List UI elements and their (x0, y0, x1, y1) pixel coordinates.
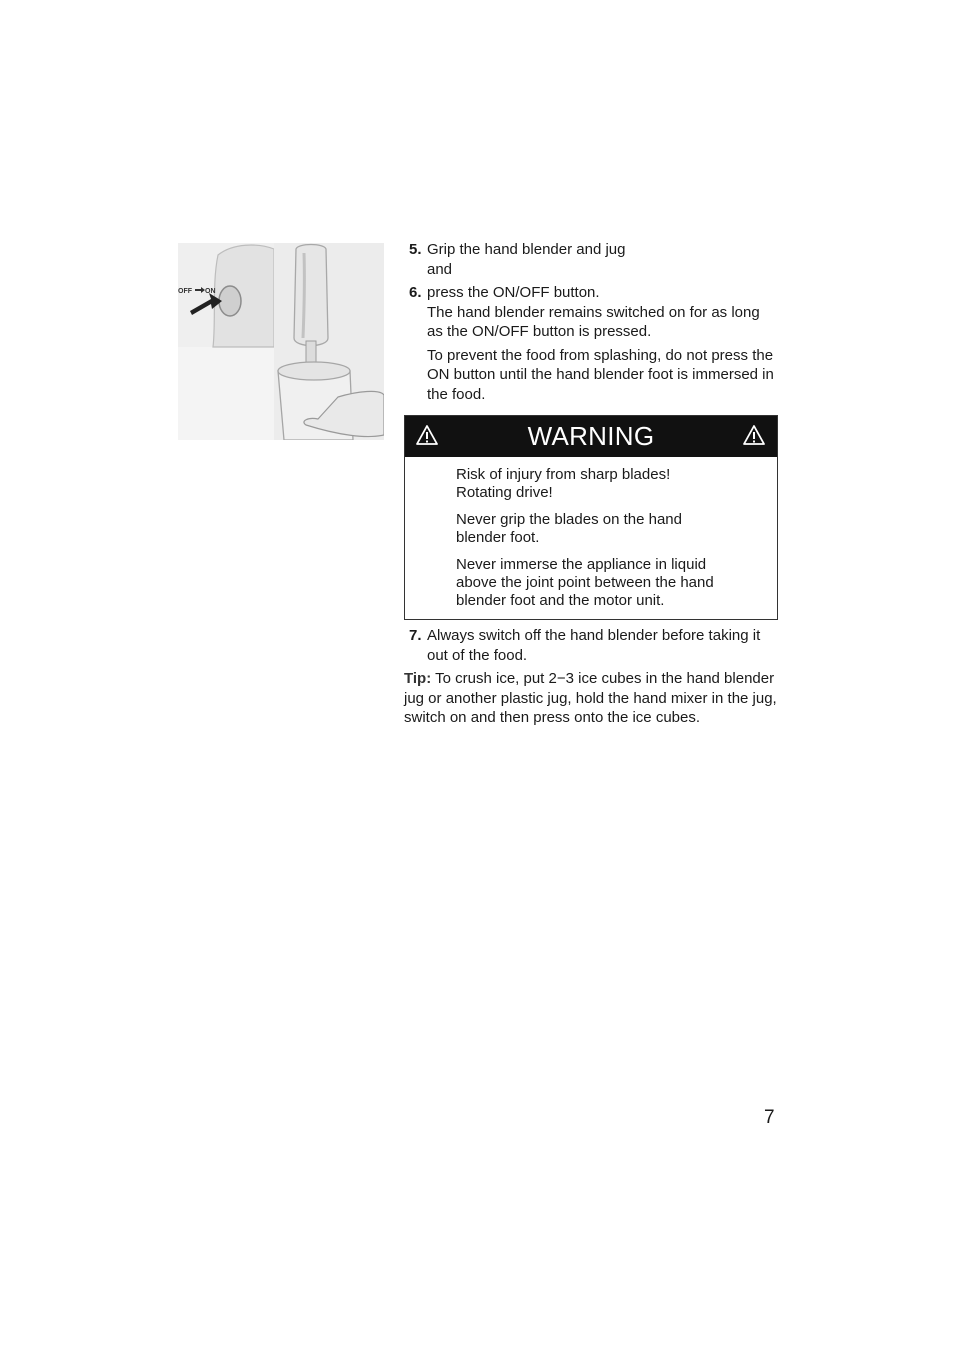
step-text: Always switch off the hand blender before taking it out of the food. (427, 627, 761, 664)
warning-header (405, 416, 777, 457)
warning-line: Never immerse the appliance in liquid (456, 556, 707, 573)
warning-item (456, 466, 757, 502)
warning-line: above the joint point between the hand (456, 574, 714, 591)
blender-illustration (178, 243, 384, 440)
step-5 (404, 240, 778, 279)
warning-line: Rotating drive! (456, 484, 553, 501)
on-label: ON (205, 288, 216, 295)
step-number: 7. (409, 627, 422, 644)
step-text: The hand blender remains switched on for as long as the ON/OFF button is pressed. (427, 303, 760, 340)
step-text: press the ON/OFF button. (427, 284, 600, 301)
step-text: and (427, 260, 453, 278)
warning-line: Risk of injury from sharp blades! (456, 466, 671, 483)
off-label: OFF (178, 288, 192, 295)
page-number: 7 (764, 1107, 775, 1128)
warning-triangle-icon (743, 424, 765, 446)
tip (404, 669, 778, 728)
step-6 (404, 283, 778, 404)
warning-item (456, 511, 757, 547)
warning-line: blender foot. (456, 529, 540, 546)
tip-label: Tip: (404, 670, 432, 687)
warning-line: Never grip the blades on the hand (456, 511, 682, 528)
tip-text: To crush ice, put 2−3 ice cubes in the hand blender jug or another plastic jug, hold the hand mixer in the jug, switch on and then press onto the ice cubes. (404, 670, 777, 726)
step-7 (404, 626, 778, 665)
warning-item (456, 556, 757, 610)
warning-box (404, 415, 778, 620)
step-number: 6. (409, 284, 422, 301)
warning-line: blender foot and the motor unit. (456, 592, 665, 609)
instructions (404, 240, 778, 728)
step-number: 5. (409, 241, 422, 258)
warning-title: WARNING (527, 421, 655, 451)
warning-body (405, 457, 777, 619)
splash-note: To prevent the food from splashing, do not press the ON button until the hand blender foot is immersed in the food. (427, 346, 774, 403)
step-text: Grip the hand blender and jug (427, 241, 626, 258)
